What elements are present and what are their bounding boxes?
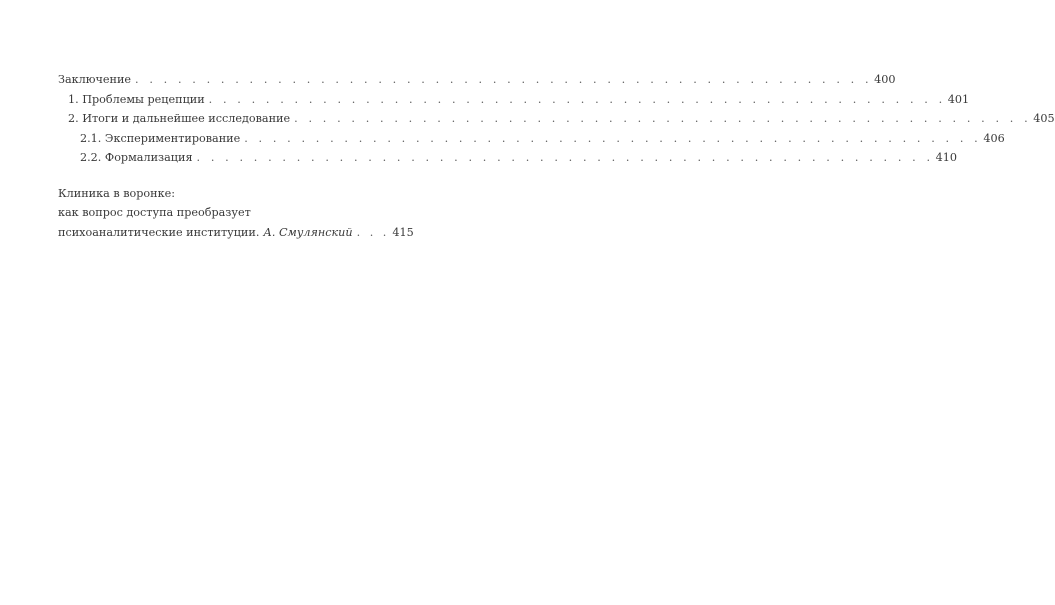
toc-page-number: 406 [983,131,1005,145]
toc-entry-label: 2. Итоги и дальнейшее исследование [68,112,291,125]
toc-entry-label: 2.1. Экспериментирование [80,131,241,145]
toc-entry-experimentation [58,129,1005,149]
toc-entry-label: Заключение [58,73,132,86]
toc-page-number: 410 [935,151,957,164]
toc-page-number: 400 [874,73,896,86]
toc-entry-label: 2.2. Формализация [80,151,193,164]
article-title-line [58,184,342,204]
article-title-line-2: как вопрос доступа преобразует [58,206,251,219]
article-title-line [58,223,414,243]
dot-leader [294,109,1031,129]
toc-page-number: 405 [1033,112,1055,125]
article-author: А. Смулянский [263,225,353,239]
toc-entry-conclusion [58,70,896,90]
toc-entry-reception-problems [58,90,970,110]
toc-entry-label: 1. Проблемы рецепции [68,92,205,106]
toc-page-number: 401 [947,92,970,106]
dot-leader [244,129,981,149]
dot-leader [135,70,872,90]
section-gap [58,168,342,184]
dot-leader [197,148,934,168]
dot-leader: . . . [356,225,390,239]
toc-page-number: 415 [392,225,414,239]
article-title-line-1: Клиника в воронке: [58,186,175,200]
dot-leader [209,90,946,110]
article-title-line [58,203,342,223]
toc-article-entry [58,184,414,243]
article-title-line-3: психоаналитические институции. [58,225,260,239]
toc-entry-results-and-research [58,109,1055,129]
table-of-contents [58,70,1055,242]
toc-entry-formalization [58,148,957,168]
